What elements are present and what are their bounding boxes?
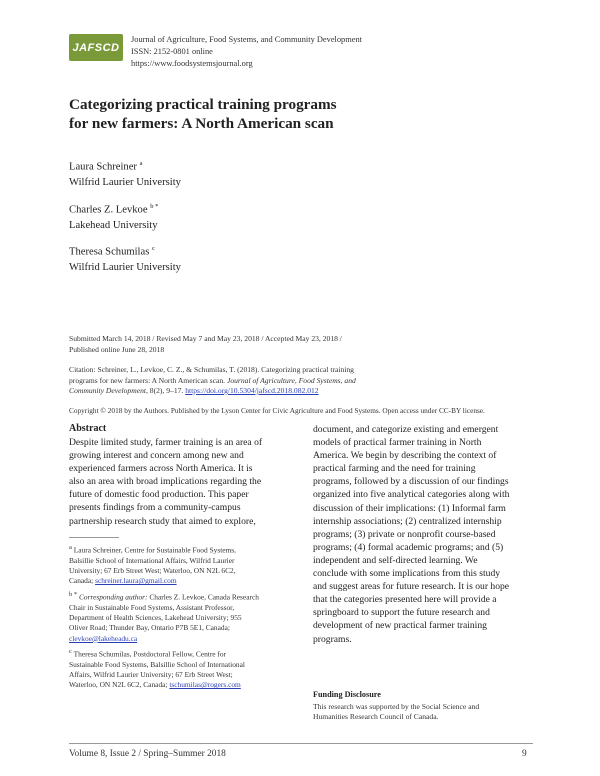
footnote-text: University; 67 Erb Street West; Waterloo, ON N2L 6C2, [69,566,236,576]
footnote-a [69,543,287,587]
abstract-line: experienced farmers across North America. It is [69,463,253,475]
submission-dates [69,334,539,355]
journal-logo [69,34,123,61]
abstract-line: growing interest and concern among new and [69,450,244,462]
article-title [69,95,489,133]
title-line-1: Categorizing practical training programs [69,96,337,113]
abstract-line: that the categories presented here will provide a [313,594,497,606]
author-1 [69,156,181,190]
abstract-line: also an area with broad implications regarding the [69,476,262,488]
citation-text: programs for new farmers: A North American scan. [69,375,227,385]
abstract-line: independent and self-directed learning. We [313,554,478,566]
citation-journal: Journal of Agriculture, Food Systems, and [226,375,356,385]
footnote-text: Balsillie School of International Affairs, Wilfrid Laurier [69,555,235,565]
funding-text [313,702,533,723]
abstract-line: and suggest areas for future research. It is our hope [313,581,510,593]
author-3 [69,241,181,275]
doi-link[interactable]: https://doi.org/10.5304/jafscd.2018.082.012 [185,386,319,395]
footnote-text: Laura Schreiner, Centre for Sustainable Food Systems, [71,545,236,555]
author-mark: a [139,160,143,167]
abstract-line: conclude with some implications from this study [313,568,501,580]
abstract-line: America. We begin by describing the context of [313,450,497,462]
footnote-text: Charles Z. Levkoe, Canada Research [147,592,259,602]
author-name: Laura Schreiner [69,161,137,173]
abstract-line: practical farming and the need for training [313,463,476,475]
author-affiliation: Lakehead University [69,219,158,231]
page-number: 9 [522,749,527,759]
abstract-line: internship associations; (2) centralized internship [313,515,502,527]
author-name: Charles Z. Levkoe [69,204,148,216]
citation-journal-cont: Community Development [69,386,146,395]
abstract-line: document, and categorize existing and emergent [313,424,499,435]
funding-line: This research was supported by the Social Science and [313,702,480,711]
abstract-heading: Abstract [69,423,107,434]
citation-line-3 [69,386,539,397]
citation [69,365,539,397]
dates-line-1: Submitted March 14, 2018 / Revised May 7 and May 23, 2018 / Accepted May 23, 2018 / [69,334,342,343]
abstract-line: programs. [313,633,352,645]
email-link[interactable]: schreiner.laura@gmail.com [95,576,177,586]
footnote-mark: a [69,544,72,551]
abstract-line: springboard to support the future research and [313,607,490,619]
journal-issn: ISSN: 2152-0801 online [131,47,213,56]
author-2 [69,199,158,233]
abstract-line: development of new practical farmer training [313,620,487,632]
abstract-line: organized into five analytical categories along with [313,489,510,501]
abstract-left-column [69,436,287,528]
abstract-line: presents findings from a community-campus [69,502,241,514]
abstract-line: discussion of their implications: (1) Informal farm [313,502,506,514]
footer-rule [69,743,533,744]
abstract-line: programs; (3) private or nonprofit course-based [313,528,496,540]
footnote-rule [69,537,119,538]
footnote-text: Chair in Sustainable Food Systems, Assistant Professor, [69,602,235,612]
author-name: Theresa Schumilas [69,246,150,258]
citation-line-1: Citation: Schreiner, L., Levkoe, C. Z., & Schumilas, T. (2018). Categorizing practical training [69,365,354,374]
author-affiliation: Wilfrid Laurier University [69,261,181,273]
journal-url[interactable]: https://www.foodsystemsjournal.org [131,59,253,68]
footnote-text: Canada; [69,576,96,586]
dates-line-2: Published online June 28, 2018 [69,344,165,354]
footnote-b [69,590,287,644]
title-line-2: for new farmers: A North American scan [69,115,334,132]
footnote-label: Corresponding author: [77,592,148,602]
abstract-right-column [313,423,533,646]
footnote-mark: c [69,648,72,655]
author-mark: c [151,245,155,252]
funding-heading: Funding Disclosure [313,690,381,699]
abstract-line: programs, followed by a discussion of our findings [313,476,509,488]
author-affiliation: Wilfrid Laurier University [69,176,181,188]
abstract-line: models of practical farmer training in North [313,437,482,449]
footnote-text: Department of Health Sciences, Lakehead University; 955 [69,613,242,623]
abstract-line: programs; (4) formal academic programs; and (5) [313,541,504,553]
logo-text: JAFSCD [72,41,120,54]
footnote-mark: b * [69,591,78,598]
email-link[interactable]: tschumilas@rogers.com [169,680,241,690]
copyright-notice: Copyright © 2018 by the Authors. Published by the Lyson Center for Civic Agriculture and Food Systems. Open access under CC-BY license. [69,406,485,415]
author-mark: b * [150,203,159,210]
footnote-text: Affairs, Wilfrid Laurier University; 67 Erb Street West; [69,670,233,680]
citation-volume: , 8(2), 9–17. [145,386,186,395]
footnote-text: Theresa Schumilas, Postdoctoral Fellow, Centre for [71,649,227,659]
journal-name: Journal of Agriculture, Food Systems, and Community Development [131,35,362,44]
abstract-line: future of domestic food production. This paper [69,489,249,501]
funding-line: Humanities Research Council of Canada. [313,712,439,722]
abstract-line: partnership research study that aimed to explore, [69,515,256,527]
footer-issue: Volume 8, Issue 2 / Spring–Summer 2018 [69,749,226,759]
footnote-text: Waterloo, ON N2L 6C2, Canada; [69,680,170,690]
abstract-line: Despite limited study, farmer training is an area of [69,437,263,448]
citation-line-2 [69,376,539,387]
footnote-text: Sustainable Food Systems, Balsillie School of International [69,659,245,669]
footnote-text: Oliver Road; Thunder Bay, Ontario P7B 5E1, Canada; [69,623,230,633]
email-link[interactable]: clevkoe@lakeheadu.ca [69,633,138,643]
footnote-c [69,647,287,691]
